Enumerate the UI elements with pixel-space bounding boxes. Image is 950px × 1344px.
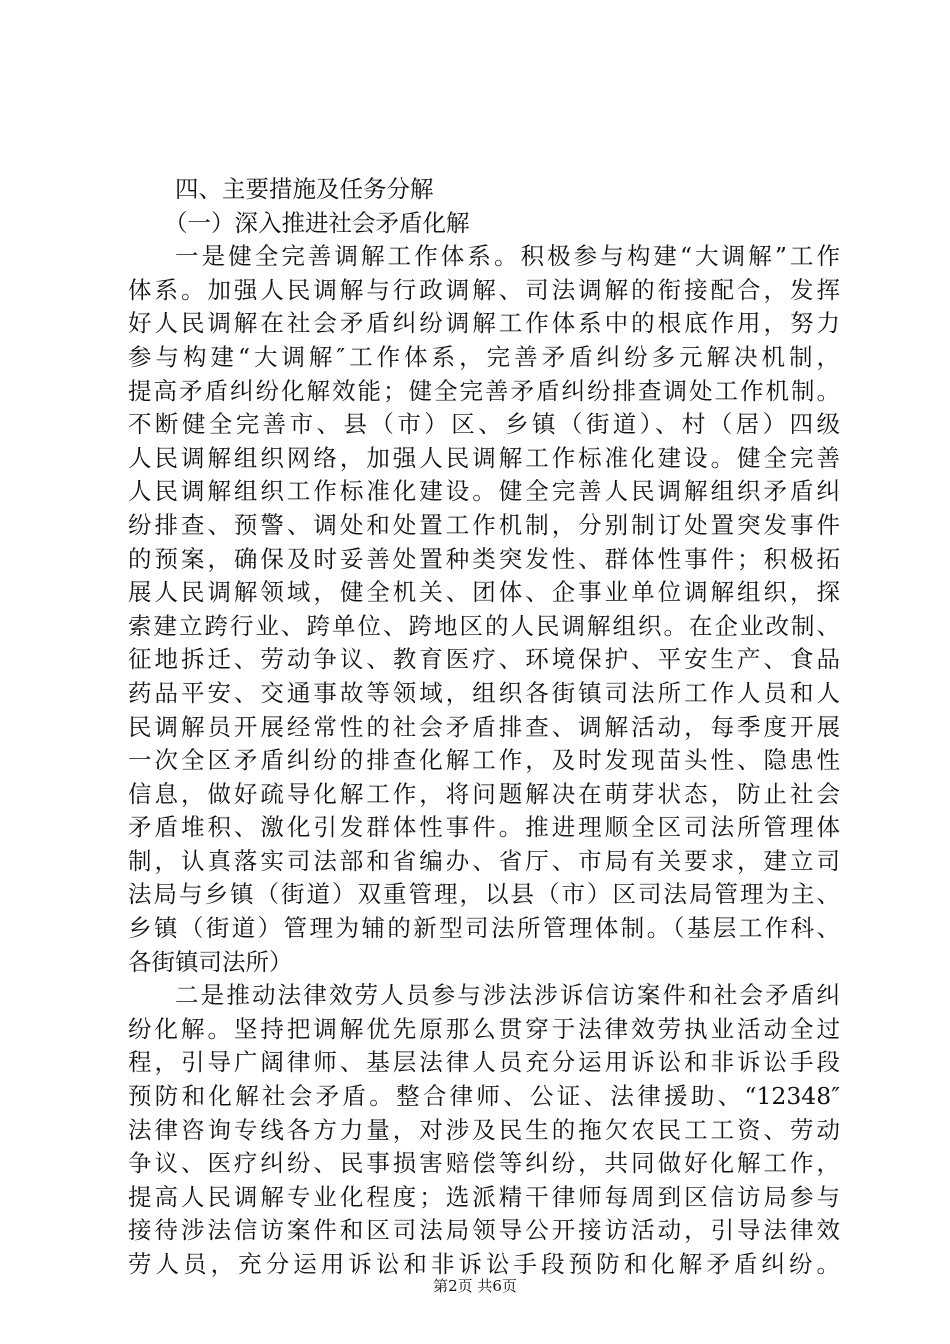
paragraph-line: 法局与乡镇（街道）双重管理，以县（市）区司法局管理为主、 [128,880,840,909]
paragraph-line: 一是健全完善调解工作体系。积极参与构建“大调解”工作 [175,242,840,271]
paragraph-line: 民调解员开展经常性的社会矛盾排查、调解活动，每季度开展 [128,712,840,741]
paragraph-line: 提高人民调解专业化程度；选派精干律师每周到区信访局参与 [128,1182,840,1211]
paragraph-line: 程，引导广阔律师、基层法律人员充分运用诉讼和非诉讼手段 [128,1048,840,1077]
paragraph-line: 接待涉法信访案件和区司法局领导公开接访活动，引导法律效 [128,1216,840,1245]
paragraph-line: 征地拆迁、劳动争议、教育医疗、环境保护、平安生产、食品 [128,645,840,674]
section-heading: 四、主要措施及任务分解 [175,175,434,203]
paragraph-line: 预防和化解社会矛盾。整合律师、公证、法律援助、“12348″ [128,1082,840,1111]
paragraph-line: 展人民调解领域，健全机关、团体、企事业单位调解组织，探 [128,578,840,607]
paragraph-line: 一次全区矛盾纠纷的排查化解工作，及时发现苗头性、隐患性 [128,746,840,775]
paragraph-line: 不断健全完善市、县（市）区、乡镇（街道）、村（居）四级 [128,410,840,439]
paragraph-line: 的预案，确保及时妥善处置种类突发性、群体性事件；积极拓 [128,544,840,573]
paragraph-line: 人民调解组织工作标准化建设。健全完善人民调解组织矛盾纠 [128,477,840,506]
paragraph-line: 劳人员，充分运用诉讼和非诉讼手段预防和化解矛盾纠纷。 [128,1250,840,1278]
paragraph-line: 二是推动法律效劳人员参与涉法涉诉信访案件和社会矛盾纠 [175,981,840,1010]
paragraph-line: 好人民调解在社会矛盾纠纷调解工作体系中的根底作用，努力 [128,309,840,338]
page-number: 第2页 共6页 [433,1277,517,1295]
paragraph-2 [128,979,840,1281]
paragraph-1 [128,240,840,979]
paragraph-line: 人民调解组织网络，加强人民调解工作标准化建设。健全完善 [128,443,840,472]
paragraph-line: 各街镇司法所） [128,947,293,976]
paragraph-line: 矛盾堆积、激化引发群体性事件。推进理顺全区司法所管理体 [128,813,840,842]
paragraph-line: 法律咨询专线各方力量，对涉及民生的拖欠农民工工资、劳动 [128,1115,840,1144]
paragraph-line: 制，认真落实司法部和省编办、省厅、市局有关要求，建立司 [128,846,840,875]
paragraph-line: 药品平安、交通事故等领域，组织各街镇司法所工作人员和人 [128,678,840,707]
paragraph-line: 体系。加强人民调解与行政调解、司法调解的衔接配合，发挥 [128,275,840,304]
paragraph-line: 提高矛盾纠纷化解效能；健全完善矛盾纠纷排查调处工作机制。 [128,376,840,405]
subsection-heading: （一）深入推进社会矛盾化解 [164,208,470,237]
paragraph-line: 纷化解。坚持把调解优先原那么贯穿于法律效劳执业活动全过 [128,1014,840,1043]
paragraph-line: 争议、医疗纠纷、民事损害赔偿等纠纷，共同做好化解工作， [128,1149,840,1178]
document-body [128,173,840,1282]
paragraph-line: 信息，做好疏导化解工作，将问题解决在萌芽状态，防止社会 [128,779,840,808]
paragraph-line: 乡镇（街道）管理为辅的新型司法所管理体制。（基层工作科、 [128,914,840,943]
paragraph-line: 索建立跨行业、跨单位、跨地区的人民调解组织。在企业改制、 [128,611,840,640]
paragraph-line: 参与构建“大调解″工作体系，完善矛盾纠纷多元解决机制， [128,342,840,371]
paragraph-line: 纷排查、预警、调处和处置工作机制，分别制订处置突发事件 [128,510,840,539]
